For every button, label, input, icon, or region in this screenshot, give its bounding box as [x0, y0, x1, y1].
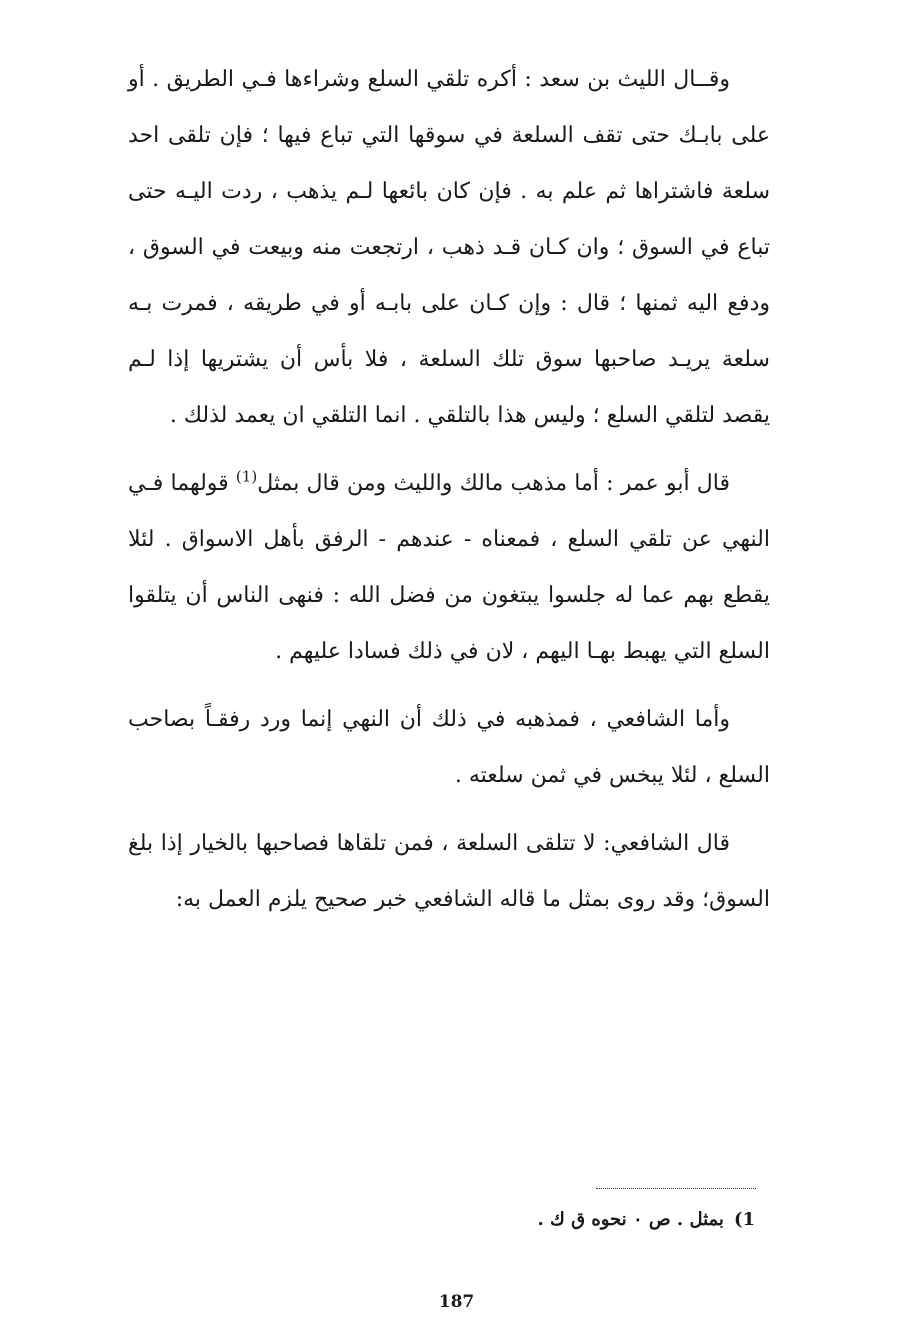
page-number: 187 — [438, 1292, 475, 1312]
footnote — [380, 1202, 755, 1238]
footnote-number: 1) — [733, 1209, 755, 1230]
body-text — [128, 52, 770, 928]
footnote-text: بمثل . ص ٠ نحوه ق ك . — [537, 1209, 724, 1230]
paragraph-layth: وقــال الليث بن سعد : أكره تلقي السلع وشراءها فـي الطريق . أو على بابـك حتى تقف السلعة في سوقها التي تباع فيها ؛ فإن تلقى احد سلعة فاشتراها ثم علم به . فإن كان بائعها لـم يذهب ، ردت اليـه حتى تباع في السوق ؛ وان كـان قـد ذهب ، ارتجعت منه وبيعت في السوق ، ودفع اليه ثمنها ؛ قال : وإن كـان على بابـه أو في طريقه ، فمرت بـه سلعة يريـد صاحبها سوق تلك السلعة ، فلا بأس أن يشتريها إذا لـم يقصد لتلقي السلع ؛ وليس هذا بالتلقي . انما التلقي ان يعمد لذلك . — [128, 67, 770, 428]
paragraph-abu-umar-continuation: قولهما فـي النهي عن تلقي السلع ، فمعناه - عندهم - الرفق بأهل الاسواق . لئلا يقطع بهم عما له جلسوا يبتغون من فضل الله : فنهى الناس أن يتلقوا السلع التي يهبط بهـا اليهم ، لان في ذلك فسادا عليهم . — [128, 471, 770, 664]
footnote-separator — [596, 1188, 756, 1189]
paragraph-shafii-quote: قال الشافعي: لا تتلقى السلعة ، فمن تلقاها فصاحبها بالخيار إذا بلغ السوق؛ وقد روى بمثل ما قاله الشافعي خبر صحيح يلزم العمل به: — [128, 831, 770, 912]
paragraph-shafii-view: وأما الشافعي ، فمذهبه في ذلك أن النهي إنما ورد رفقـاً بصاحب السلع ، لئلا يبخس في ثمن سلعته . — [128, 707, 770, 788]
paragraph-abu-umar — [128, 456, 770, 680]
footnote-reference: (1) — [235, 467, 258, 486]
paragraph-abu-umar-text: قال أبو عمر : أما مذهب مالك والليث ومن قال بمثل — [257, 471, 730, 496]
